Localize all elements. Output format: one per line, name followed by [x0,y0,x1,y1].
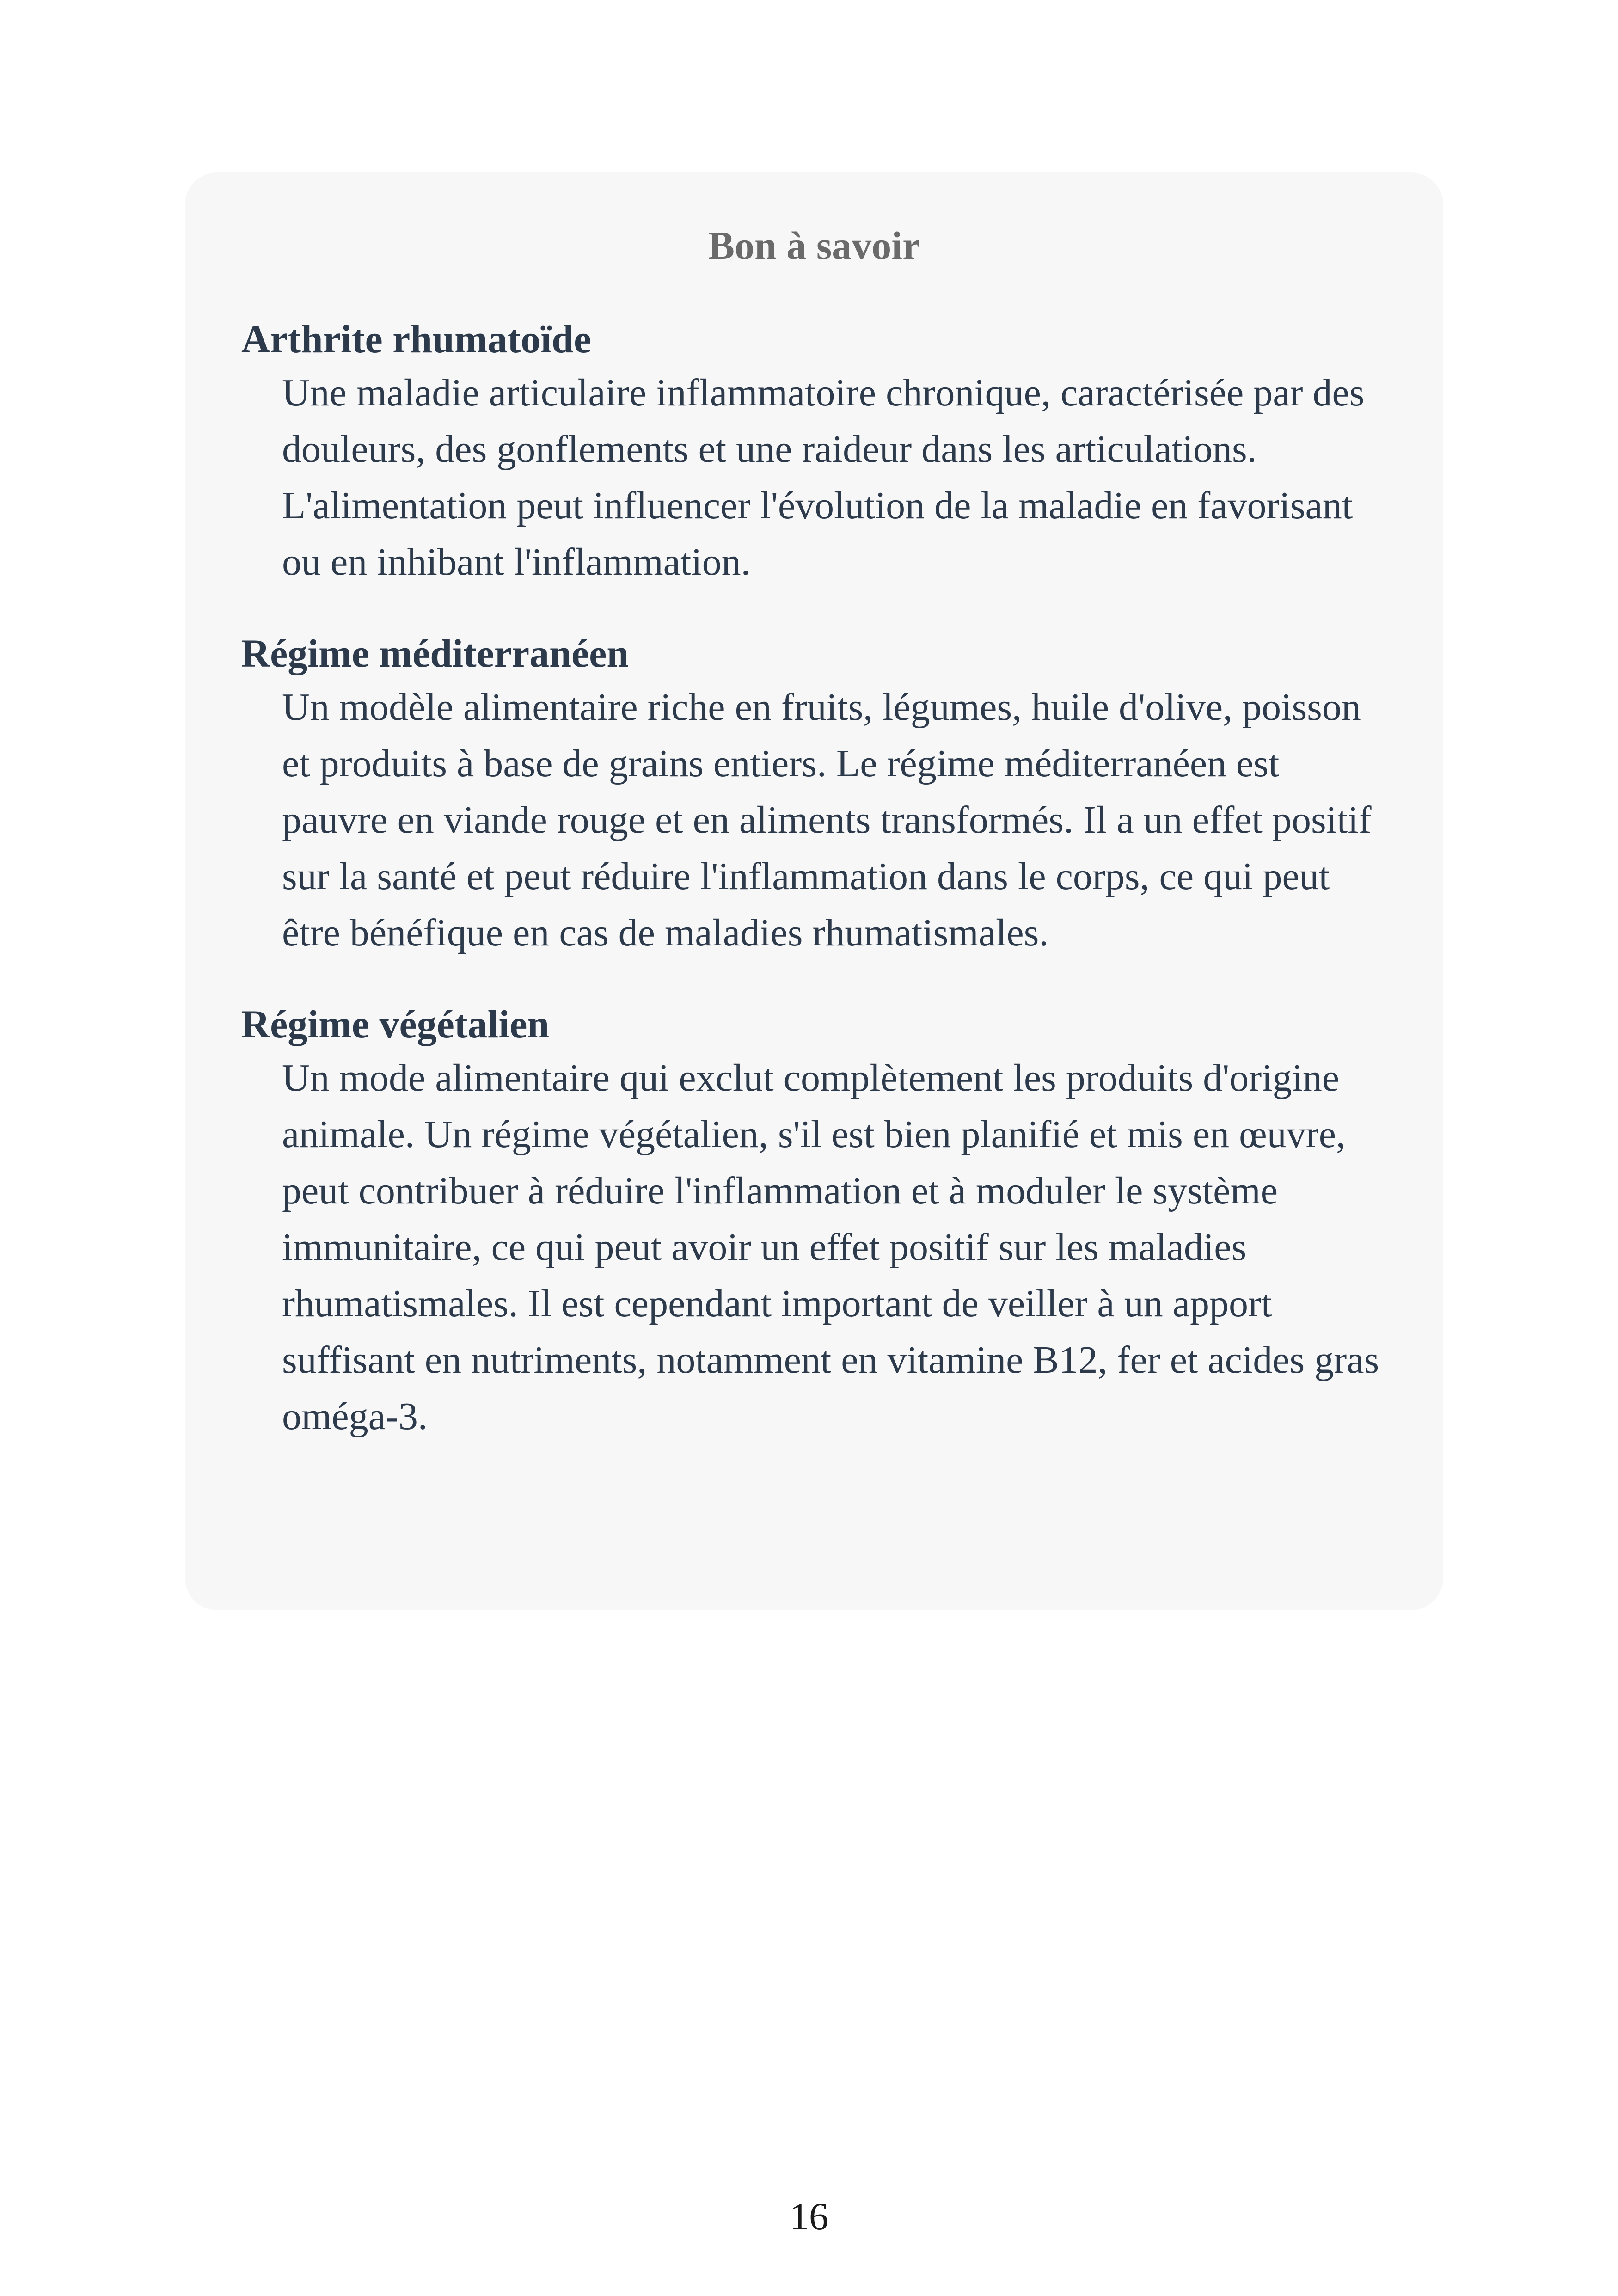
glossary-entry-vegetalien [241,1000,1387,1445]
glossary-definition: Une maladie articulaire inflammatoire chronique, caractérisée par des douleurs, des gonflements et une raideur dans les articulations. L'alimentation peut influencer l'évolution de la maladie en favorisant ou en inhibant l'inflammation. [282,371,1365,583]
glossary-definition: Un modèle alimentaire riche en fruits, légumes, huile d'olive, poisson et produits à base de grains entiers. Le régime méditerranéen est pauvre en viande rouge et en aliments transformés. Il a un effet positif sur la santé et peut réduire l'inflammation dans le corps, ce qui peut être bénéfique en cas de maladies rhumatismales. [282,686,1372,954]
page-number: 16 [790,2195,828,2238]
glossary-entry-mediterraneen [241,629,1387,961]
info-box [185,172,1443,1610]
box-title: Bon à savoir [708,223,920,268]
glossary-definition: Un mode alimentaire qui exclut complètement les produits d'origine animale. Un régime végétalien, s'il est bien planifié et mis en œuvre, peut contribuer à réduire l'inflammation et à moduler le système immunitaire, ce qui peut avoir un effet positif sur les maladies rhumatismales. Il est cependant important de veiller à un apport suffisant en nutriments, notamment en vitamine B12, fer et acides gras oméga-3. [282,1056,1379,1438]
glossary-term: Régime méditerranéen [241,631,629,675]
glossary-term: Arthrite rhumatoïde [241,317,592,361]
glossary-term: Régime végétalien [241,1002,550,1046]
glossary-entry-arthrite [241,315,1387,590]
